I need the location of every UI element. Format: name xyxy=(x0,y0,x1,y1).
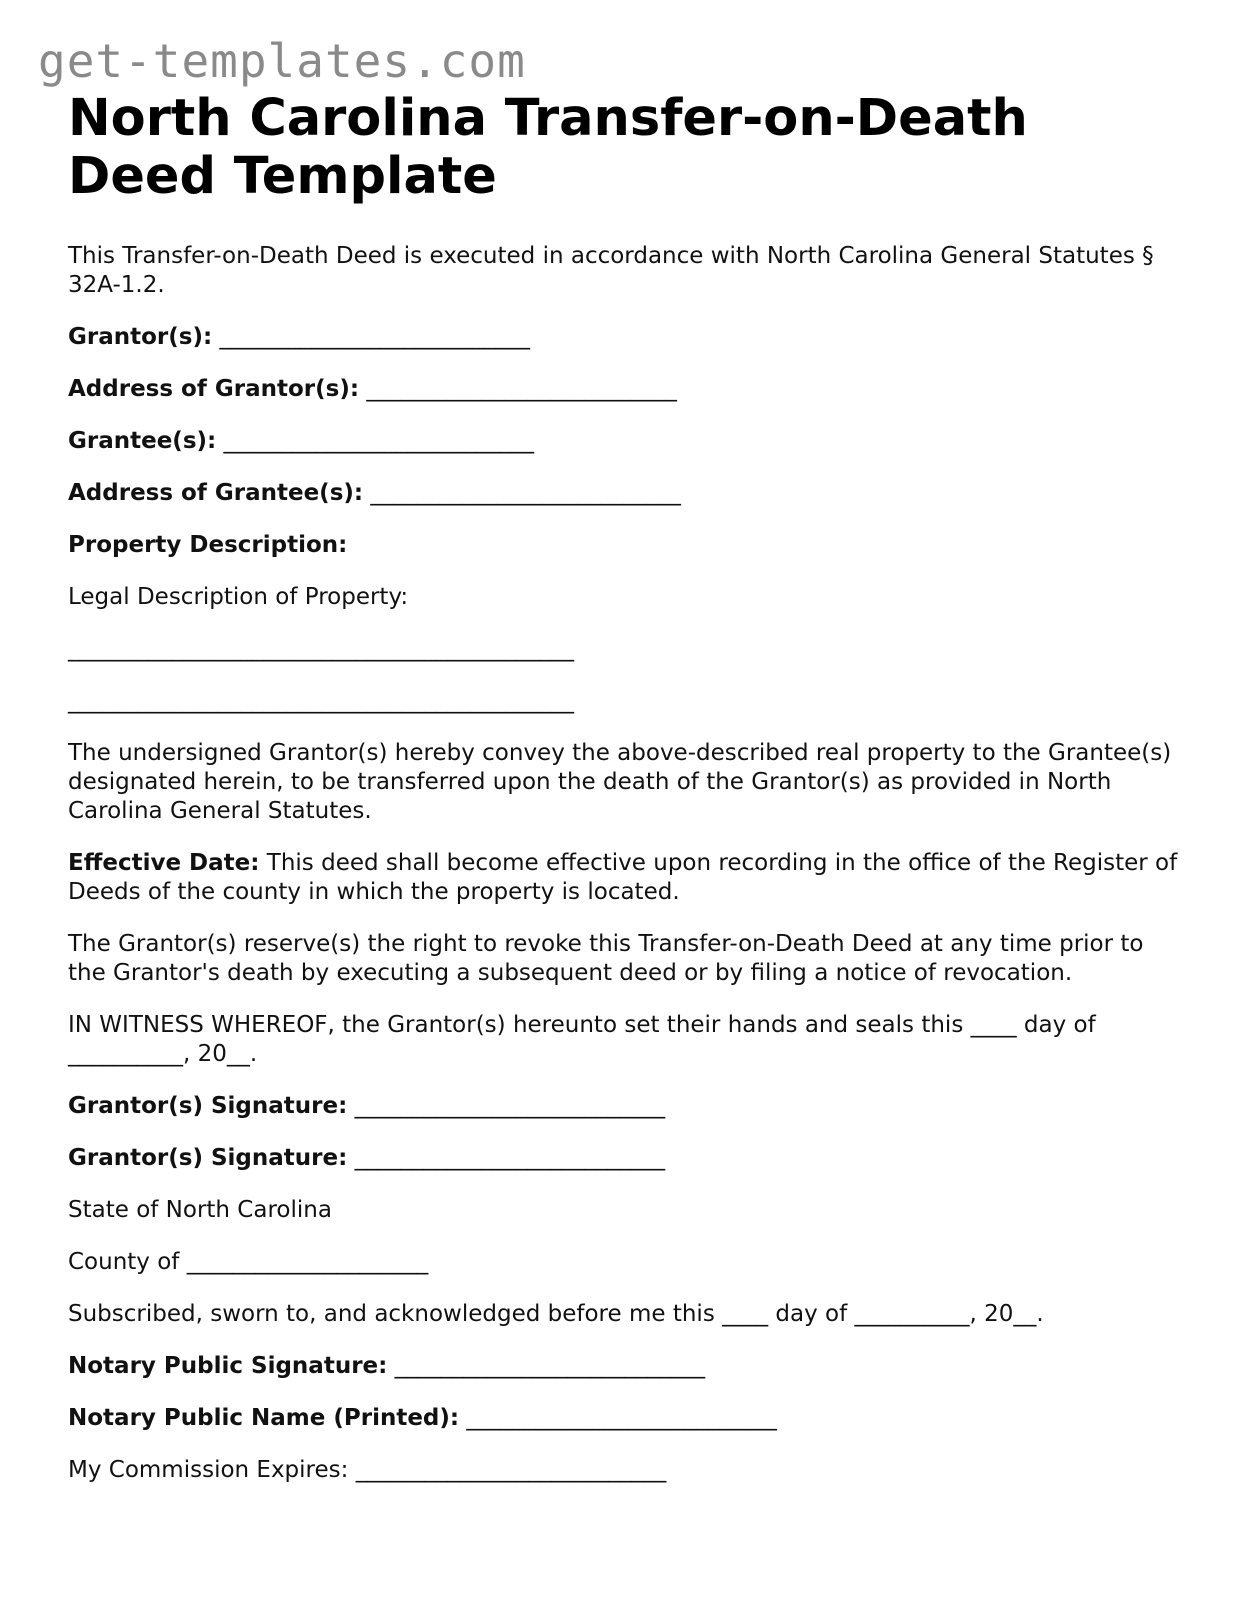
legal-description-line-2: ____________________________________________ xyxy=(68,688,574,714)
notary-signature-label: Notary Public Signature: xyxy=(68,1353,388,1379)
grantor-blank: ___________________________ xyxy=(219,324,530,350)
grantor-signature-1 xyxy=(68,1092,1188,1121)
grantor-address-blank: ___________________________ xyxy=(366,376,677,402)
grantor-field xyxy=(68,323,1188,352)
legal-description-label: Legal Description of Property: xyxy=(68,584,409,610)
grantor-address-label: Address of Grantor(s): xyxy=(68,376,360,402)
grantor-signature-2-blank: ___________________________ xyxy=(354,1145,666,1171)
page-title: North Carolina Transfer-on-Death Deed Template xyxy=(68,89,1028,206)
revocation-paragraph: The Grantor(s) reserve(s) the right to revoke this Transfer-on-Death Deed at any time prior to the Grantor's death by executing a subsequent deed or by filing a notice of revocation. xyxy=(68,931,1144,986)
effective-date-text: This deed shall become effective upon recording in the office of the Register of Deeds of the county in which the property is located. xyxy=(68,850,1178,905)
notary-name-label: Notary Public Name (Printed): xyxy=(68,1405,460,1431)
effective-date-label: Effective Date: xyxy=(68,850,260,876)
grantor-label: Grantor(s): xyxy=(68,324,213,350)
grantee-address-field xyxy=(68,479,1188,508)
grantee-address-label: Address of Grantee(s): xyxy=(68,480,364,506)
grantor-address-field xyxy=(68,375,1188,404)
notary-county-label: County of xyxy=(68,1249,180,1275)
grantee-address-blank: ___________________________ xyxy=(370,480,681,506)
grantor-signature-2-label: Grantor(s) Signature: xyxy=(68,1145,348,1171)
watermark: get-templates.com xyxy=(38,34,526,88)
notary-commission xyxy=(68,1456,1188,1485)
notary-state: State of North Carolina xyxy=(68,1197,332,1223)
notary-signature-blank: ___________________________ xyxy=(394,1353,706,1379)
grantee-label: Grantee(s): xyxy=(68,428,217,454)
effective-date-paragraph xyxy=(68,849,1188,907)
notary-name xyxy=(68,1404,1188,1433)
document-body xyxy=(68,90,1188,1508)
notary-name-blank: ___________________________ xyxy=(466,1405,777,1431)
conveyance-paragraph: The undersigned Grantor(s) hereby convey the above-described real property to the Grantee(s) designated herein, to be transferred upon the death of the Grantor(s) as provided in North Carolina General Statutes. xyxy=(68,740,1172,824)
notary-commission-blank: ___________________________ xyxy=(355,1457,667,1483)
intro-paragraph: This Transfer-on-Death Deed is executed in accordance with North Carolina General Statutes § 32A-1.2. xyxy=(68,243,1154,298)
notary-signature xyxy=(68,1352,1188,1381)
notary-county xyxy=(68,1248,1188,1277)
grantor-signature-1-blank: ___________________________ xyxy=(354,1093,666,1119)
witness-paragraph: IN WITNESS WHEREOF, the Grantor(s) hereunto set their hands and seals this ____ day of __________, 20__. xyxy=(68,1012,1096,1067)
legal-description-line-1: ____________________________________________ xyxy=(68,636,574,662)
property-heading: Property Description: xyxy=(68,532,348,558)
notary-subscribed: Subscribed, sworn to, and acknowledged before me this ____ day of __________, 20__. xyxy=(68,1301,1044,1327)
grantee-blank: ___________________________ xyxy=(223,428,535,454)
grantor-signature-1-label: Grantor(s) Signature: xyxy=(68,1093,348,1119)
notary-commission-label: My Commission Expires: xyxy=(68,1457,349,1483)
grantee-field xyxy=(68,427,1188,456)
grantor-signature-2 xyxy=(68,1144,1188,1173)
notary-county-blank: _____________________ xyxy=(186,1249,429,1275)
